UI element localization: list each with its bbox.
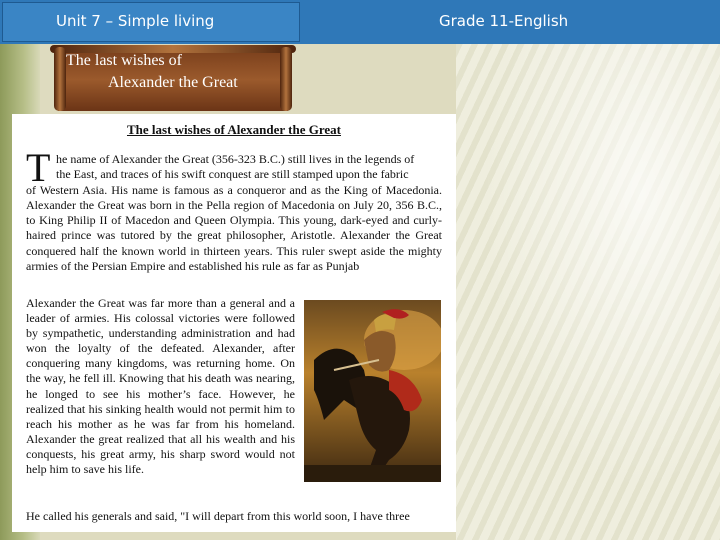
article-title: The last wishes of Alexander the Great <box>126 122 341 137</box>
unit-title: Unit 7 – Simple living <box>56 12 215 30</box>
background-right-panel <box>456 44 720 540</box>
banner-title-line1: The last wishes of <box>66 52 182 69</box>
article-paragraph-3: He called his generals and said, "I will depart from this world soon, I have three <box>26 509 410 523</box>
grade-title: Grade 11-English <box>439 12 569 30</box>
article-page <box>12 114 456 532</box>
horse-rider-illustration <box>304 300 441 482</box>
drop-cap: T <box>26 145 51 190</box>
paragraph-1-body: of Western Asia. His name is famous as a conqueror and as the King of Macedonia. Alexander the Great was born in the Pella region of Macedonia on July 20, 356 B.C., to King Philip II of Macedon and Queen Olympia. This young, dark-eyed and curly-haired prince was tutored by the great philosopher, Aristotle. Alexander the Great conquered half the known world in thirteen years. This ruler swept aside the mighty armies of the Persian Empire and established his rule as far as Punjab <box>26 182 442 274</box>
alexander-painting <box>304 300 441 482</box>
paragraph-1-line-2: the East, and traces of his swift conquest are still stamped upon the fabric <box>56 167 409 182</box>
paragraph-1-line-1: he name of Alexander the Great (356-323 B.C.) still lives in the legends of <box>56 152 415 166</box>
banner-title-line2: Alexander the Great <box>108 74 238 91</box>
header-bar <box>0 0 720 44</box>
article-paragraph-2: Alexander the Great was far more than a general and a leader of armies. His colossal victories were followed by sympathetic, understanding administration and had won the loyalty of the defeated. Alexander, after conquering many kingdoms, was returning home. On the way, he fell ill. Knowing that his death was nearing, he longed to see his mother’s face. However, he realized that his sinking health would not permit him to reach his mother as he was far from his homeland. Alexander the great realized that all his wealth and his conquests, his great army, his sharp sword would not help him to save his life. <box>26 296 295 477</box>
article-paragraph-1 <box>26 145 442 274</box>
